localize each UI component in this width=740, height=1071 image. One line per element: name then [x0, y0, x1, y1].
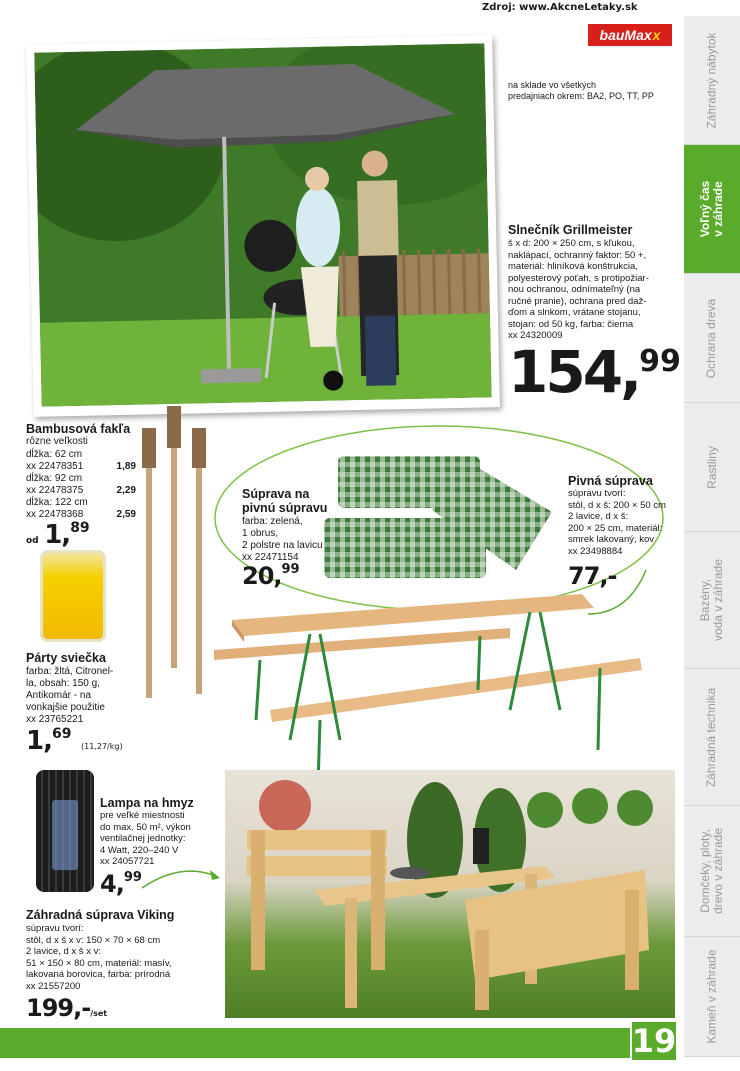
bamboo-torches-image — [134, 388, 214, 700]
viking-scene — [225, 770, 675, 1018]
tab-pools[interactable] — [684, 532, 740, 669]
tab-sheds-fences[interactable] — [684, 806, 740, 937]
category-side-tabs — [684, 16, 740, 1056]
beer-set-price: 77,- — [568, 562, 617, 590]
tab-label: Domčeky, ploty, drevo v záhrade — [698, 827, 725, 915]
torch-variant-price: 2,29 — [116, 485, 136, 496]
viking-price-suffix: /set — [90, 1009, 108, 1018]
checked-cushions-image — [320, 452, 555, 584]
viking-desc: súpravu tvorí: stôl, d x š x v: 150 × 70 × 68 cm 2 lavice, d x š x v: 51 × 150 × 80 cm, materiál: masív, lakovaná borovica, farba: prírodná xx 21557200 — [26, 923, 172, 992]
candle-price-cents: 69 — [51, 726, 72, 742]
tab-leisure-garden[interactable] — [684, 145, 740, 274]
logo-text: bauMax — [599, 27, 652, 43]
beer-table-image — [210, 590, 650, 790]
torch-subtitle: rôzne veľkosti — [26, 436, 88, 447]
torch-price-prefix: od — [26, 536, 39, 546]
viking-set-photo — [225, 770, 675, 1018]
tab-label: Záhradný nábytok — [704, 31, 719, 129]
umbrella-price — [508, 338, 681, 406]
viking-price-main: 199,- — [26, 994, 91, 1022]
tab-garden-furniture[interactable] — [684, 16, 740, 145]
cushion-set-title: Súprava na pivnú súpravu — [242, 487, 328, 515]
torch-variant-price: 2,59 — [116, 509, 136, 520]
tab-plants[interactable] — [684, 403, 740, 532]
torch-variant-size: dĺžka: 122 cm — [26, 497, 88, 508]
torch-variant-size: dĺžka: 92 cm — [26, 473, 83, 484]
tab-stone-garden[interactable] — [684, 937, 740, 1057]
torch-variant-row — [26, 461, 136, 473]
logo-star: x — [652, 27, 661, 43]
baumax-logo[interactable] — [588, 24, 672, 46]
torch-variant-code: xx 22478368 — [26, 509, 84, 520]
cushion-set-desc: farba: zelená, 1 obrus, 2 polstre na lavicu xx 22471154 — [242, 516, 323, 563]
candle-title: Párty sviečka — [26, 651, 106, 665]
torch-title: Bambusová fakľa — [26, 422, 131, 436]
cushion-set-price — [242, 562, 300, 590]
torch-price-main: 1, — [44, 520, 71, 550]
tab-label: Záhradná technika — [704, 687, 719, 787]
beer-set-title: Pivná súprava — [568, 474, 653, 488]
tab-label: Kameň v záhrade — [704, 949, 719, 1044]
candle-image — [40, 550, 106, 642]
lamp-title: Lampa na hmyz — [100, 796, 194, 810]
umbrella-title: Slnečník Grillmeister — [508, 223, 633, 237]
umbrella-price-main: 154, — [508, 338, 640, 406]
tab-garden-tech[interactable] — [684, 669, 740, 806]
lamp-desc: pre veľké miestnosti do max. 50 m², výkon ventilačnej jednotky: 4 Watt, 220–240 V xx 24057721 — [100, 810, 191, 867]
cushion-price-cents: 99 — [281, 562, 300, 577]
candle-price — [26, 726, 123, 756]
tab-label: Bazény, voda v záhrade — [698, 558, 725, 642]
lamp-glow — [52, 800, 78, 870]
torch-price — [26, 520, 90, 550]
tab-wood-protection[interactable] — [684, 274, 740, 403]
page-number: 19 — [631, 1022, 677, 1060]
umbrella-photo — [26, 35, 500, 417]
beer-set-desc: súpravu tvorí: stôl, d x š: 200 × 50 cm 2 lavice, d x š: 200 × 25 cm, materiál: smrek lakovaný, kov xx 23498884 — [568, 488, 666, 557]
torch-variants — [26, 449, 136, 521]
candle-unit-price: (11,27/kg) — [81, 742, 123, 751]
torch-variant-row — [26, 485, 136, 497]
umbrella-scene — [34, 43, 491, 406]
lamp-price-main: 4, — [100, 870, 124, 898]
torch-variant-code: xx 22478375 — [26, 485, 84, 496]
viking-price — [26, 994, 107, 1022]
candle-desc: farba: žltá, Citronel- la, obsah: 150 g, Antikomár - na vonkajšie použitie xx 23765221 — [26, 666, 114, 725]
lamp-price-cents: 99 — [123, 870, 142, 885]
torch-variant-code: xx 22478351 — [26, 461, 84, 472]
lamp-price — [100, 870, 142, 898]
torch-variant-price: 1,89 — [116, 461, 136, 472]
source-credit: Zdroj: www.AkcneLetaky.sk — [482, 2, 638, 13]
cushion-price-main: 20, — [242, 562, 282, 590]
umbrella-price-cents: 99 — [639, 344, 681, 379]
tab-label: Rastliny — [704, 445, 719, 489]
lamp-arrow — [140, 866, 222, 892]
candle-price-main: 1, — [26, 726, 52, 756]
footer-bar — [0, 1028, 630, 1058]
tab-label: Voľný čas v záhrade — [698, 180, 725, 238]
viking-title: Záhradná súprava Viking — [26, 908, 175, 922]
tab-label: Ochrana dreva — [704, 298, 719, 378]
umbrella-desc: š x d: 200 × 250 cm, s kľukou, naklápací, ochranný faktor: 50 +, materiál: hliníková konštrukcia, polyesterový poťah, s protipožiar- nou ochranou, odnímateľný (na ručné pranie), ochrana pred daž- ďom a slnkom, vrátane stojanu, stojan: od 50 kg, farba: čierna xx 24320009 — [508, 238, 649, 341]
torch-variant-size: dĺžka: 62 cm — [26, 449, 83, 460]
stock-note: na sklade vo všetkých predajniach okrem: BA2, PO, TT, PP — [508, 80, 654, 101]
torch-price-cents: 89 — [70, 520, 90, 536]
